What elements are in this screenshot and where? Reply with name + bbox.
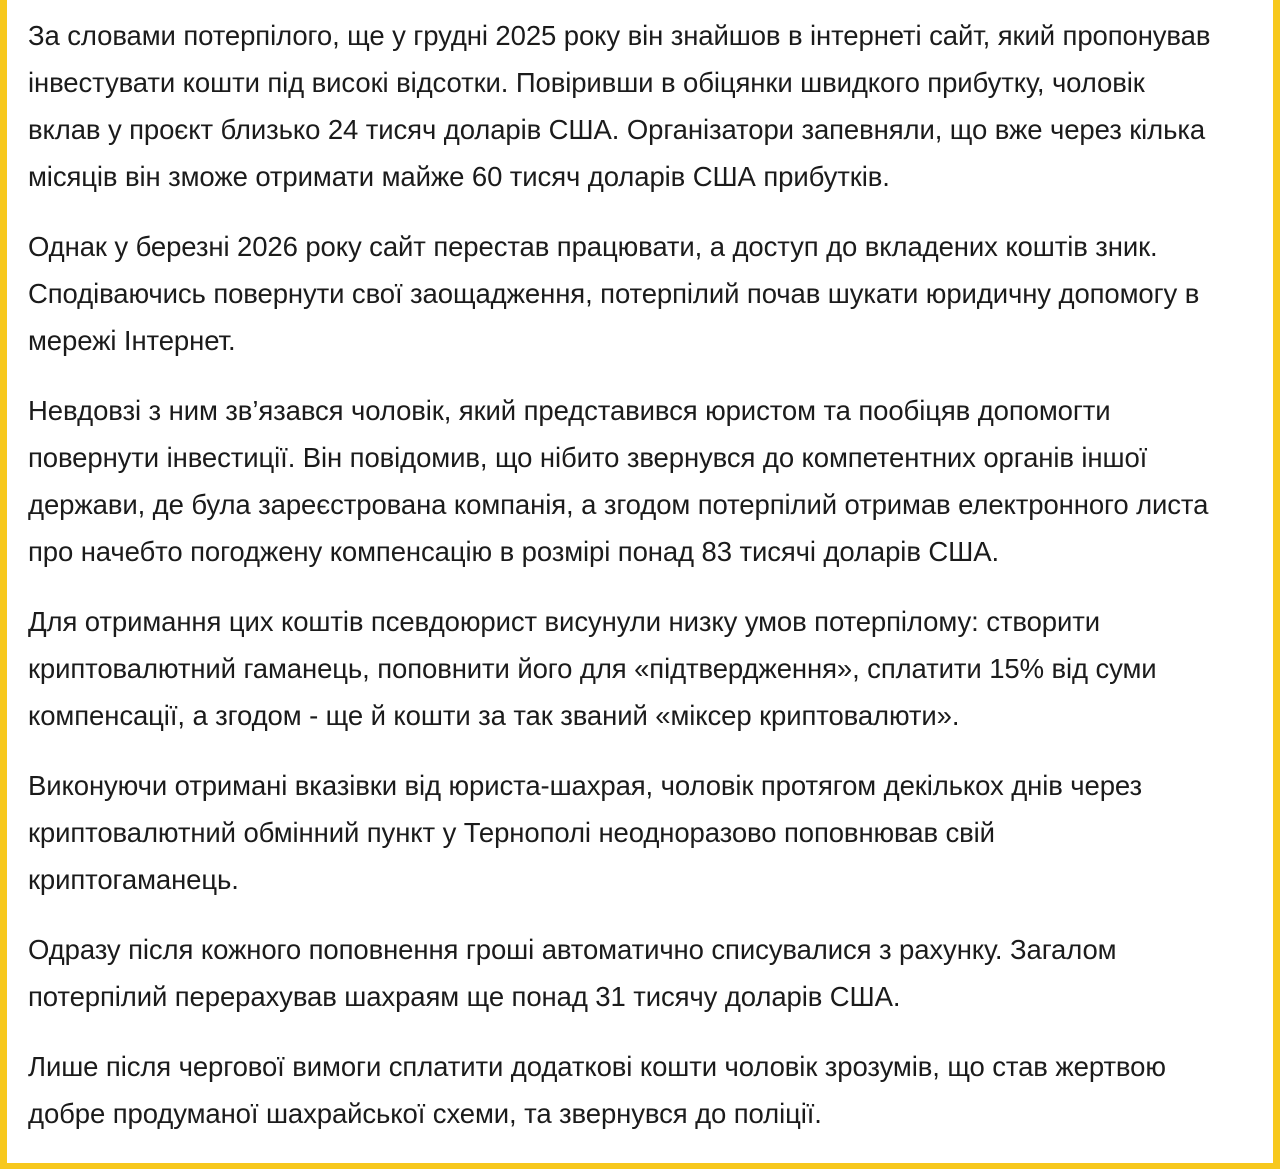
paragraph-line: потерпілий перерахував шахраям ще понад 31 тисячу доларів США. — [28, 981, 901, 1012]
paragraph-line: вклав у проєкт близько 24 тисяч доларів США. Організатори запевняли, що вже через кілька — [28, 114, 1206, 145]
paragraph-line: добре продуманої шахрайської схеми, та звернувся до поліції. — [28, 1098, 822, 1129]
paragraph-2 — [28, 223, 1280, 364]
paragraph-5 — [28, 762, 1280, 903]
paragraph-line: Виконуючи отримані вказівки від юриста-шахрая, чоловік протягом декількох днів через — [28, 770, 1142, 801]
paragraph-line: Одразу після кожного поповнення гроші автоматично списувалися з рахунку. Загалом — [28, 934, 1117, 965]
paragraph-line: криптовалютний обмінний пункт у Тернополі неодноразово поповнював свій — [28, 817, 995, 848]
paragraph-line: криптовалютний гаманець, поповнити його для «підтвердження», сплатити 15% від суми — [28, 653, 1157, 684]
paragraph-line: Невдовзі з ним зв’язався чоловік, який представився юристом та пообіцяв допомогти — [28, 395, 1111, 426]
paragraph-7 — [28, 1043, 1280, 1137]
paragraph-line: інвестувати кошти під високі відсотки. Повіривши в обіцянки швидкого прибутку, чоловік — [28, 67, 1145, 98]
paragraph-line: мережі Інтернет. — [28, 325, 236, 356]
paragraph-line: повернути інвестиції. Він повідомив, що нібито звернувся до компетентних органів іншої — [28, 442, 1148, 473]
paragraph-line: криптогаманець. — [28, 864, 239, 895]
paragraph-line: Для отримання цих коштів псевдоюрист висунули низку умов потерпілому: створити — [28, 606, 1100, 637]
paragraph-line: Лише після чергової вимоги сплатити додаткові кошти чоловік зрозумів, що став жертвою — [28, 1051, 1166, 1082]
paragraph-line: За словами потерпілого, ще у грудні 2025 року він знайшов в інтернеті сайт, який пропонував — [28, 20, 1211, 51]
paragraph-line: держави, де була зареєстрована компанія, а згодом потерпілий отримав електронного листа — [28, 489, 1209, 520]
article-text — [28, 12, 1280, 1160]
paragraph-line: Однак у березні 2026 року сайт перестав працювати, а доступ до вкладених коштів зник. — [28, 231, 1158, 262]
paragraph-1 — [28, 12, 1280, 200]
paragraph-line: місяців він зможе отримати майже 60 тисяч доларів США прибутків. — [28, 161, 890, 192]
paragraph-line: про начебто погоджену компенсацію в розмірі понад 83 тисячі доларів США. — [28, 536, 1000, 567]
paragraph-line: Сподіваючись повернути свої заощадження, потерпілий почав шукати юридичну допомогу в — [28, 278, 1200, 309]
paragraph-3 — [28, 387, 1280, 575]
paragraph-4 — [28, 598, 1280, 739]
paragraph-line: компенсації, а згодом - ще й кошти за так званий «міксер криптовалюти». — [28, 700, 960, 731]
paragraph-6 — [28, 926, 1280, 1020]
